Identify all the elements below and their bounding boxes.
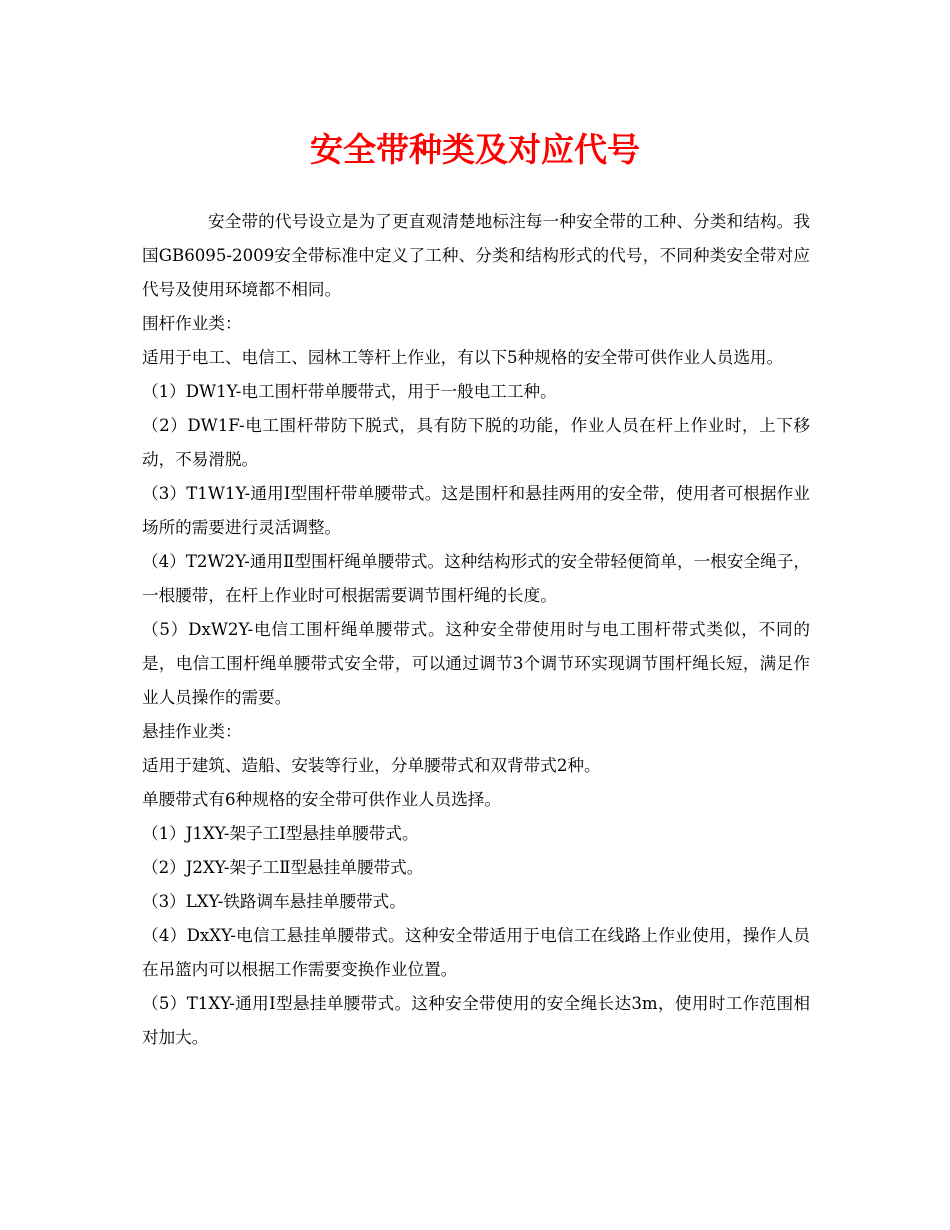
intro-paragraph: 安全带的代号设立是为了更直观清楚地标注每一种安全带的工种、分类和结构。我国GB6095-2009安全带标准中定义了工种、分类和结构形式的代号，不同种类安全带对应代号及使用环境都不相同。 (142, 212, 810, 299)
list-item: （4）T2W2Y-通用Ⅱ型围杆绳单腰带式。这种结构形式的安全带轻便简单，一根安全绳子，一根腰带，在杆上作业时可根据需要调节围杆绳的长度。 (142, 552, 810, 605)
list-item: （5）DxW2Y-电信工围杆绳单腰带式。这种安全带使用时与电工围杆带式类似，不同的是，电信工围杆绳单腰带式安全带，可以通过调节3个调节环实现调节围杆绳长短，满足作业人员操作的需要。 (142, 620, 810, 707)
document-body (142, 205, 810, 1055)
list-item: （1）J1XY-架子工Ⅰ型悬挂单腰带式。 (142, 824, 419, 843)
list-item: （2）DW1F-电工围杆带防下脱式，具有防下脱的功能，作业人员在杆上作业时，上下移动，不易滑脱。 (142, 416, 810, 469)
list-item: （3）T1W1Y-通用Ⅰ型围杆带单腰带式。这是围杆和悬挂两用的安全带，使用者可根据作业场所的需要进行灵活调整。 (142, 484, 810, 537)
list-item: （2）J2XY-架子工Ⅱ型悬挂单腰带式。 (142, 858, 424, 877)
section-heading-pole-work: 围杆作业类： (142, 314, 242, 333)
list-item: （4）DxXY-电信工悬挂单腰带式。这种安全带适用于电信工在线路上作业使用，操作人员在吊篮内可以根据工作需要变换作业位置。 (142, 926, 810, 979)
paragraph: 适用于建筑、造船、安装等行业，分单腰带式和双背带式2种。 (142, 756, 601, 775)
list-item: （5）T1XY-通用Ⅰ型悬挂单腰带式。这种安全带使用的安全绳长达3m，使用时工作范围相对加大。 (142, 994, 810, 1047)
paragraph: 单腰带式有6种规格的安全带可供作业人员选择。 (142, 790, 502, 809)
paragraph: 适用于电工、电信工、园林工等杆上作业，有以下5种规格的安全带可供作业人员选用。 (142, 348, 784, 367)
section-heading-suspension-work: 悬挂作业类： (142, 722, 242, 741)
list-item: （3）LXY-铁路调车悬挂单腰带式。 (142, 892, 406, 911)
list-item: （1）DW1Y-电工围杆带单腰带式，用于一般电工工种。 (142, 382, 557, 401)
document-title: 安全带种类及对应代号 (310, 130, 640, 169)
